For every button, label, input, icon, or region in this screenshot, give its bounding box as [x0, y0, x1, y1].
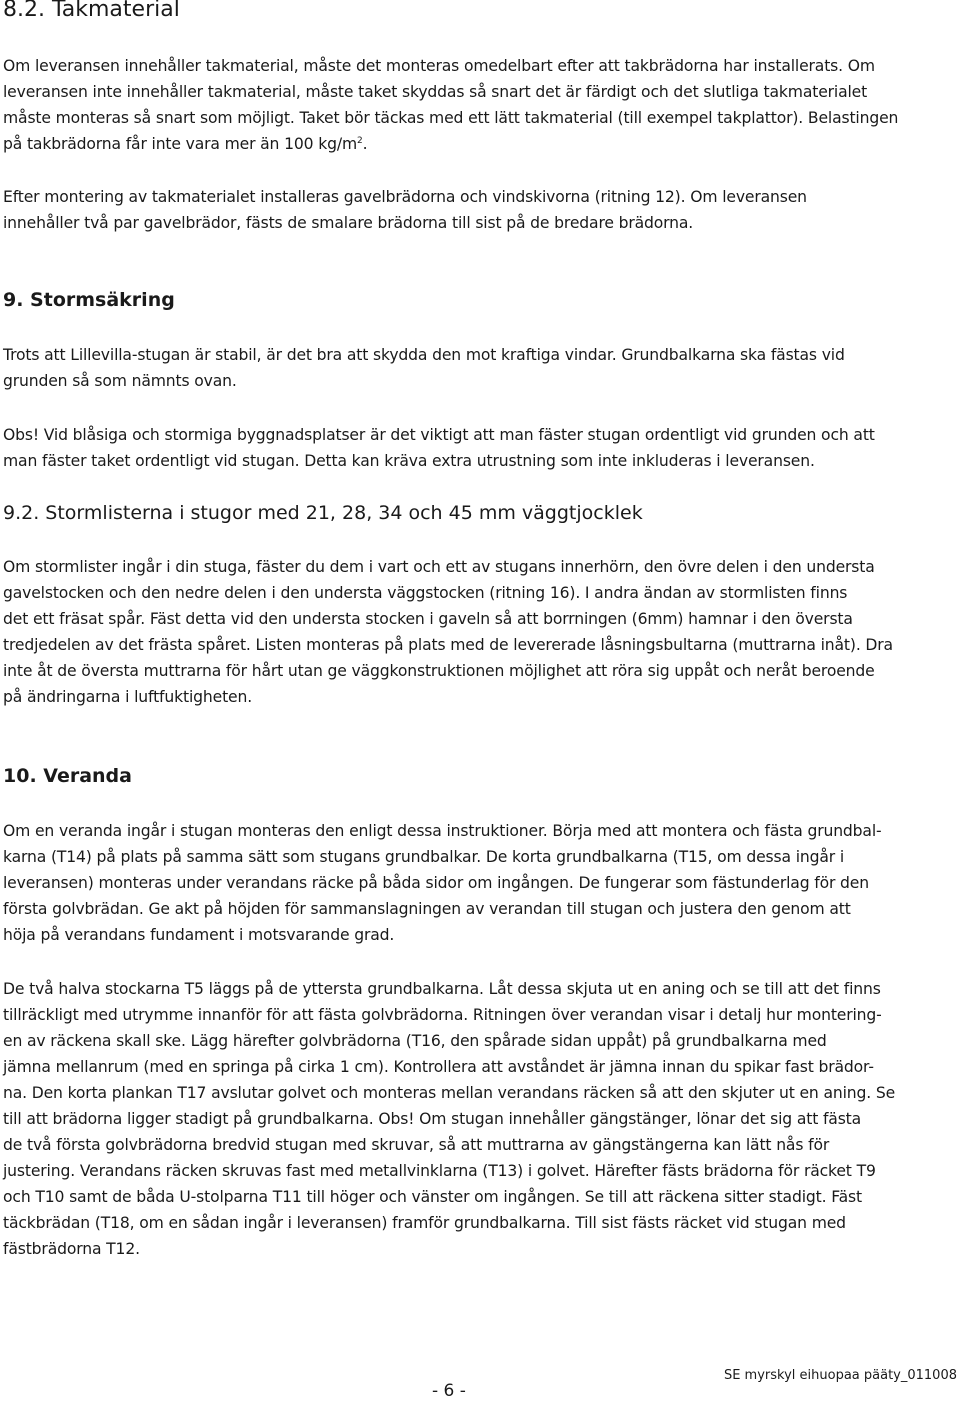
- text-line: De två halva stockarna T5 läggs på de yttersta grundbalkarna. Låt dessa skjuta ut en aning och se till att det finns: [3, 980, 881, 998]
- text-line: Efter montering av takmaterialet installeras gavelbrädorna och vindskivorna (ritning 12). Om leveransen: [3, 188, 807, 206]
- text-line: tredjedelen av det frästa spåret. Listen monteras på plats med de levererade låsningsbultarna (muttrarna inåt). Dra: [3, 636, 893, 654]
- text-line: täckbrädan (T18, om en sådan ingår i leveransen) framför grundbalkarna. Till sist fästs räcket vid stugan med: [3, 1214, 846, 1232]
- text-line: på ändringarna i luftfuktigheten.: [3, 688, 253, 706]
- text-line: till att brädorna ligger stadigt på grundbalkarna. Obs! Om stugan innehåller gängstänger, lönar det sig att fästa: [3, 1110, 862, 1128]
- paragraph-stormsakring-1: [3, 342, 938, 394]
- section-heading-veranda: 10. Veranda: [3, 765, 132, 787]
- text-line: innehåller två par gavelbrädor, fästs de smalare brädorna till sist på de bredare brädorna.: [3, 214, 694, 232]
- section-heading-stormsakring: 9. Stormsäkring: [3, 289, 175, 311]
- text-line: Om en veranda ingår i stugan monteras den enligt dessa instruktioner. Börja med att montera och fästa grundbal-: [3, 822, 882, 840]
- text-line: det ett fräsat spår. Fäst detta vid den understa stocken i gaveln så att borrningen (6mm) hamnar i den översta: [3, 610, 853, 628]
- text-line: måste monteras så snart som möjligt. Taket bör täckas med ett lätt takmaterial (till exempel takplattor). Belastingen: [3, 109, 899, 127]
- text-line: Om stormlister ingår i din stuga, fäster du dem i vart och ett av stugans innerhörn, den övre delen i den understa: [3, 558, 875, 576]
- paragraph-stormsakring-2: [3, 422, 938, 474]
- text-line: inte åt de översta muttrarna för hårt utan ge väggkonstruktionen möjlighet att röra sig uppåt och neråt beroende: [3, 662, 875, 680]
- text-line: Om leveransen innehåller takmaterial, måste det monteras omedelbart efter att takbrädorna har installerats. Om: [3, 57, 875, 75]
- section-heading-takmaterial: 8.2. Takmaterial: [3, 0, 180, 22]
- paragraph-takmaterial-2: [3, 184, 938, 236]
- text-line: första golvbrädan. Ge akt på höjden för sammanslagningen av verandan till stugan och justera den genom att: [3, 900, 851, 918]
- text-line: och T10 samt de båda U-stolparna T11 till höger och vänster om ingången. Se till att räckena sitter stadigt. Fäst: [3, 1188, 862, 1206]
- superscript-2: 2: [357, 135, 363, 146]
- page-number: - 6 -: [432, 1381, 466, 1401]
- text-fragment: på takbrädorna får inte vara mer än 100 kg/m: [3, 135, 357, 153]
- text-line: na. Den korta plankan T17 avslutar golvet och monteras mellan verandans räcken så att den skjuter ut en aning. Se: [3, 1084, 896, 1102]
- text-line: en av räckena skall ske. Lägg härefter golvbrädorna (T16, den spårade sidan uppåt) på grundbalkarna med: [3, 1032, 827, 1050]
- text-line: fästbrädorna T12.: [3, 1240, 140, 1258]
- text-fragment: .: [362, 135, 368, 153]
- text-line: leveransen inte innehåller takmaterial, måste taket skyddas så snart det är färdigt och det slutliga takmaterialet: [3, 83, 868, 101]
- text-line: karna (T14) på plats på samma sätt som stugans grundbalkar. De korta grundbalkarna (T15, om dessa ingår i: [3, 848, 845, 866]
- text-line: de två första golvbrädorna bredvid stugan med skruvar, så att muttrarna av gängstängerna kan lätt nås för: [3, 1136, 830, 1154]
- text-line: grunden så som nämnts ovan.: [3, 372, 237, 390]
- text-line: tillräckligt med utrymme innanför för att fästa golvbrädorna. Ritningen över verandan visar i detalj hur montering-: [3, 1006, 882, 1024]
- paragraph-stormlisterna: [3, 554, 938, 710]
- text-line: justering. Verandans räcken skruvas fast med metallvinklarna (T13) i golvet. Härefter fästs brädorna för räcket T9: [3, 1162, 876, 1180]
- section-heading-stormlisterna: 9.2. Stormlisterna i stugor med 21, 28, 34 och 45 mm väggtjocklek: [3, 502, 643, 524]
- text-line: gavelstocken och den nedre delen i den understa väggstocken (ritning 16). I andra ändan av stormlisten finns: [3, 584, 848, 602]
- text-line: jämna mellanrum (med en springa på cirka 1 cm). Kontrollera att avståndet är jämna innan du spikar fast brädor-: [3, 1058, 874, 1076]
- paragraph-veranda-1: [3, 818, 938, 948]
- text-line: höja på verandans fundament i motsvarande grad.: [3, 926, 395, 944]
- text-line-with-unit: [3, 131, 938, 157]
- text-line: Obs! Vid blåsiga och stormiga byggnadsplatser är det viktigt att man fäster stugan ordentligt vid grunden och att: [3, 426, 875, 444]
- paragraph-takmaterial-1: [3, 53, 938, 157]
- text-line: leveransen) monteras under verandans räcke på båda sidor om ingången. De fungerar som fästunderlag för den: [3, 874, 869, 892]
- text-line: man fäster taket ordentligt vid stugan. Detta kan kräva extra utrustning som inte inkluderas i leveransen.: [3, 452, 815, 470]
- document-id: SE myrskyl eihuopaa pääty_011008: [723, 1368, 957, 1383]
- text-line: Trots att Lillevilla-stugan är stabil, är det bra att skydda den mot kraftiga vindar. Grundbalkarna ska fästas vid: [3, 346, 845, 364]
- paragraph-veranda-2: [3, 976, 938, 1262]
